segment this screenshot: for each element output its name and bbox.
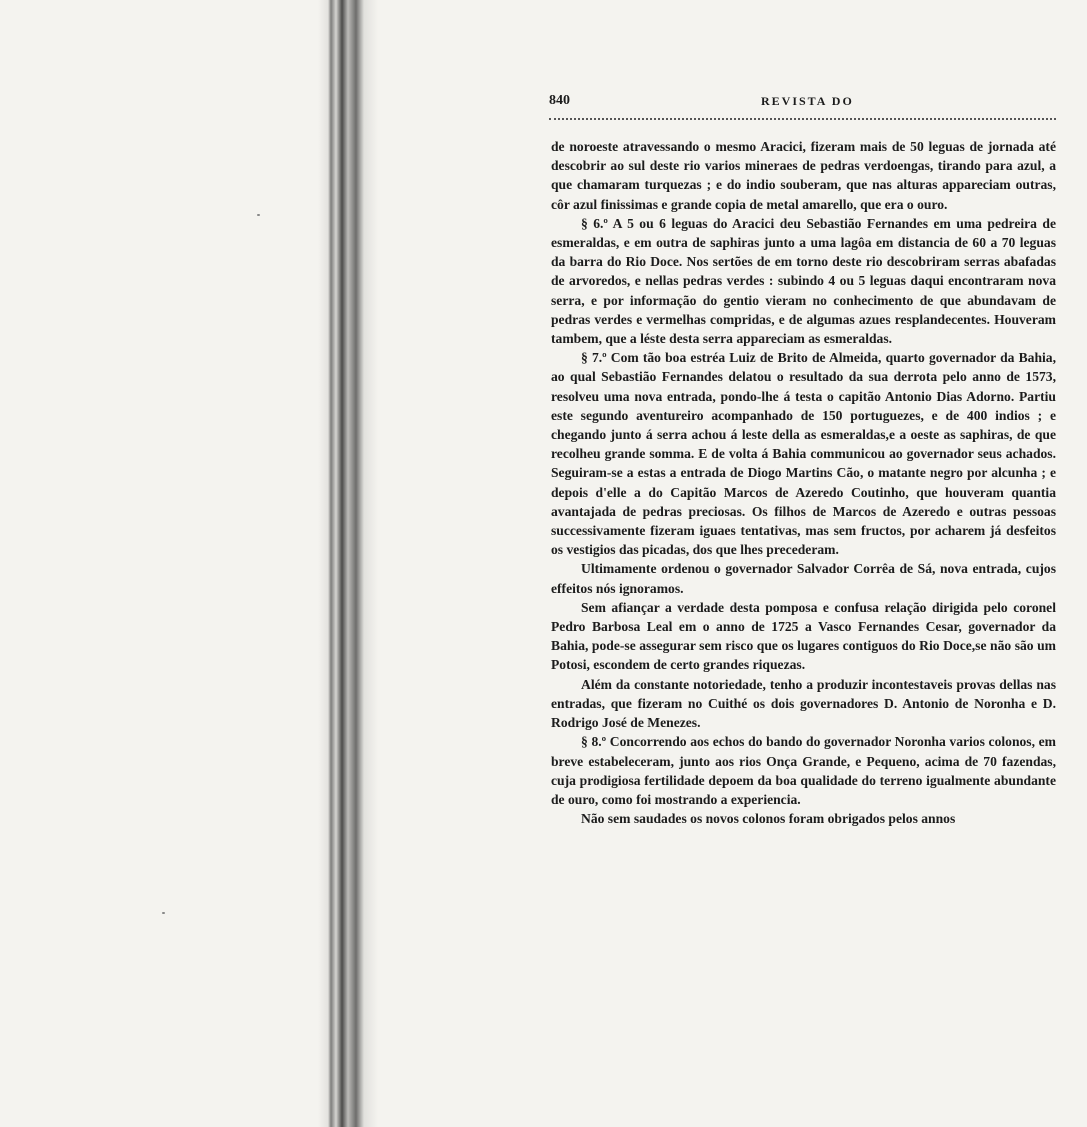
header-rule xyxy=(549,118,1056,120)
running-head: REVISTA DO xyxy=(761,94,854,108)
paragraph: § 6.º A 5 ou 6 leguas do Aracici deu Sebastião Fernandes em uma pedreira de esmeraldas, e em outra de saphiras junto a uma lagôa em distancia de 60 a 70 leguas da barra do Rio Doce. Nos sertões de em torno deste rio descobriram serras abafadas de arvoredos, e nellas pedras verdes : subindo 4 ou 5 leguas daqui encontraram nova serra, e por informação do gentio vieram no conhecimento de que abundavam de pedras verdes e vermelhas compridas, e de algumas azues resplandecentes. Houveram tambem, que a léste desta serra appareciam as esmeraldas. xyxy=(551,215,1056,347)
page-number: 840 xyxy=(549,93,570,108)
paragraph: Ultimamente ordenou o governador Salvador Corrêa de Sá, nova entrada, cujos effeitos nós ignoramos. xyxy=(551,561,1056,596)
paragraph: § 8.º Concorrendo aos echos do bando do governador Noronha varios colonos, em breve estabeleceram, junto aos rios Onça Grande, e Pequeno, acima de 70 fazendas, cuja prodigiosa fertilidade depoem da boa qualidade do terreno igualmente abundante de ouro, como foi mostrando a experiencia. xyxy=(551,734,1056,807)
paper-speck xyxy=(257,214,260,216)
paragraph: § 7.º Com tão boa estréa Luiz de Brito de Almeida, quarto governador da Bahia, ao qual Sebastião Fernandes delatou o resultado da sua derrota pelo anno de 1573, resolveu uma nova entrada, pondo-lhe á testa o capitão Antonio Dias Adorno. Partiu este segundo aventureiro acompanhado de 150 portuguezes, e de 400 indios ; e chegando junto á serra achou á leste della as esmeraldas,e a oeste as saphiras, de que recolheu grande somma. E de volta á Bahia communicou ao governador seus achados. Seguiram-se a estas a entrada de Diogo Martins Cão, o matante negro por alcunha ; e depois d'elle a do Capitão Marcos de Azeredo Coutinho, que houveram quantia avantajada de pedras preciosas. Os filhos de Marcos de Azeredo e outras pessoas successivamente fizeram iguaes tentativas, mas sem fructos, por acharem já desfeitos os vestigios das picadas, dos que lhes precederam. xyxy=(551,350,1056,558)
page-header xyxy=(549,93,1056,117)
paragraph: Sem afiançar a verdade desta pomposa e confusa relação dirigida pelo coronel Pedro Barbosa Leal em o anno de 1725 a Vasco Fernandes Cesar, governador da Bahia, pode-se assegurar sem risco que os lugares contiguos do Rio Doce,se não são um Potosi, escondem de certo grandes riquezas. xyxy=(551,599,1056,673)
page-body xyxy=(551,137,1056,828)
paper-speck xyxy=(162,912,165,914)
paragraph: de noroeste atravessando o mesmo Aracici, fizeram mais de 50 leguas de jornada até descobrir ao sul deste rio varios mineraes de pedras verdoengas, tirando para azul, a que chamaram turquezas ; e do indio souberam, que nas alturas appareciam outras, côr azul finissimas e grande copia de metal amarello, que era o ouro. xyxy=(551,139,1056,212)
paragraph: Além da constante notoriedade, tenho a produzir incontestaveis provas dellas nas entradas, que fizeram no Cuithé os dois governadores D. Antonio de Noronha e D. Rodrigo José de Menezes. xyxy=(551,676,1056,731)
book-gutter-shadow xyxy=(318,0,378,1127)
paragraph: Não sem saudades os novos colonos foram obrigados pelos annos xyxy=(581,811,956,827)
